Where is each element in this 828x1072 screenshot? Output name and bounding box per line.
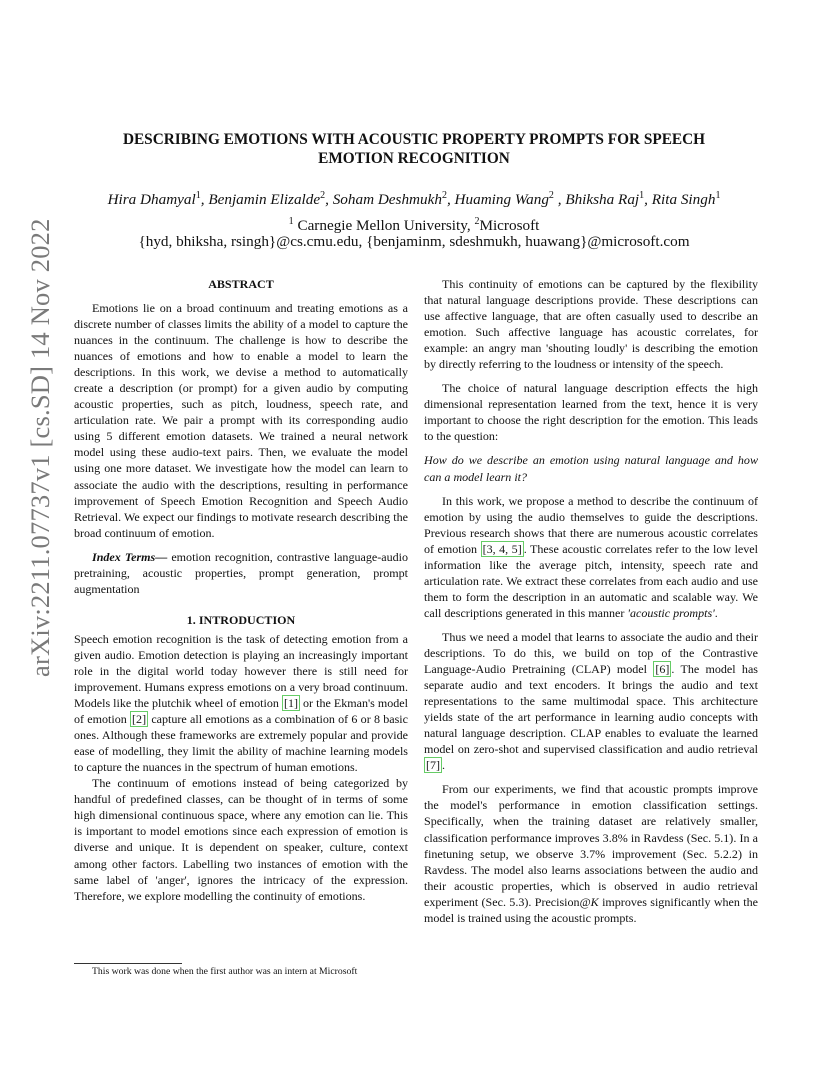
intro-paragraph: The choice of natural language description effects the high dimensional representation learned from the text, hence it is very important to choose the right description for the emotion. This leads to the question:: [424, 381, 758, 444]
index-terms-label: Index Terms—: [92, 549, 168, 564]
author-list: Hira Dhamyal$^1$, Benjamin Elizalde$^2$, Soham Deshmukh$^2$, Huaming Wang$^2$ , Bhiksha Raj$^1$, Rita Singh$^1$: [107, 190, 721, 209]
affiliations: $^1$ Carnegie Mellon University, $^2$Microsoft: [288, 216, 540, 235]
footnote-rule: [74, 963, 182, 964]
right-column: [424, 276, 758, 926]
author-affiliation-mark: 1: [715, 190, 721, 201]
paragraph-text: .: [714, 605, 718, 620]
affiliation-mark: 2: [474, 216, 480, 227]
intro-paragraph: [424, 493, 758, 621]
intro-paragraph: This continuity of emotions can be captured by the flexibility that natural language descriptions provide. These descriptions can use affective language, that are often casually used to describe an emotion. Such affective language has acoustic correlates, for example: an angry man 'shouting loudly' is describing the emotion by directly referring to the loudness or intensity of the speech.: [424, 277, 758, 372]
author-affiliation-mark: 2: [320, 190, 326, 201]
index-terms: [74, 549, 408, 597]
author-affiliation-mark: 2: [548, 190, 554, 201]
arxiv-identifier-stamp: arXiv:2211.07737v1 [cs.SD] 14 Nov 2022: [25, 218, 55, 677]
intro-paragraph: [424, 629, 758, 773]
affiliation-mark: 1: [288, 216, 294, 227]
citation-link[interactable]: [7]: [426, 758, 441, 773]
paragraph-text: or the Ekman's model of emotion: [74, 696, 408, 727]
author-affiliation-mark: 1: [195, 190, 201, 201]
author-affiliation-mark: 1: [639, 190, 645, 201]
citation-link[interactable]: [3, 4, 5]: [482, 541, 522, 556]
author-name: Soham Deshmukh: [332, 191, 442, 209]
paragraph-text: capture all emotions as a combination of 6 or 8 basic ones. Although these frameworks are extremely popular and provide ease of modelling, they limit the ability of machine learning models to capture the nuances in the spectrum of human emotions.: [74, 712, 408, 775]
research-question: How do we describe an emotion using natural language and how can a model learn it?: [424, 453, 758, 484]
index-terms-text: emotion recognition, contrastive language-audio pretraining, acoustic properties, prompt generation, prompt augmentation: [74, 549, 408, 596]
author-emails: {hyd, bhiksha, rsingh}@cs.cmu.edu, {benjaminm, sdeshmukh, huawang}@microsoft.com: [138, 233, 690, 250]
intro-paragraph: [74, 631, 408, 775]
intro-paragraph: [424, 781, 758, 925]
intro-paragraph: The continuum of emotions instead of being categorized by handful of predefined classes, can be thought of in terms of some high dimensional continuous space, where any emotion can lie. This is important to model emotions since each expression of emotion is diverse and unique. It is dependent on speaker, culture, context among other factors. Labelling two instances of emotion with the same label of 'anger', ignores the intricacy of the expression. Therefore, we explore modelling the continuity of emotions.: [74, 776, 408, 903]
section-heading-introduction: 1. INTRODUCTION: [186, 612, 296, 627]
affiliation-name: Carnegie Mellon University: [297, 217, 467, 235]
affiliation-name: Microsoft: [479, 217, 540, 235]
author-name: Benjamin Elizalde: [208, 191, 321, 209]
abstract-heading: ABSTRACT: [208, 277, 274, 291]
paragraph-text: . The model has separate audio and text encoders. It brings the audio and text representations to the same multimodal space. This architecture yields state of the art performance in learning audio concepts with natural language description. CLAP enables to evaluate the learned model on zero-shot and supervised classification and audio retrieval: [424, 662, 758, 757]
paragraph-text: Thus we need a model that learns to associate the audio and their descriptions. To do this, we build on top of the Contrastive Language-Audio Pretraining (CLAP) model: [424, 629, 758, 677]
left-column: [74, 276, 408, 904]
paragraph-text: In this work, we propose a method to describe the continuum of emotion by using the audio themselves to guide the descriptions. Previous research shows that there are numerous acoustic correlates of emotion: [424, 493, 758, 556]
paragraph-text: 'acoustic prompts': [627, 605, 715, 620]
paragraph-text: .: [442, 758, 446, 773]
abstract-text: Emotions lie on a broad continuum and treating emotions as a discrete number of classes limits the ability of a model to capture the nuances in the continuum. The challenge is how to describe the nuances of emotions and how to enable a model to learn the descriptions. In this work, we devise a method to automatically create a description (or prompt) for a given audio by computing acoustic properties, such as pitch, loudness, speech rate, and articulation rate. We pair a prompt with its corresponding audio using 5 different emotion datasets. We trained a neural network model using these audio-text pairs. Then, we evaluate the model using one more dataset. We investigate how the model can learn to associate the audio with the descriptions, resulting in performance improvement of Speech Emotion Recognition and Speech Audio Retrieval. We expect our findings to motivate research describing the broad continuum of emotion.: [74, 301, 408, 540]
author-affiliation-mark: 2: [441, 190, 447, 201]
author-name: Bhiksha Raj: [565, 191, 640, 209]
author-name: Hira Dhamyal: [107, 191, 196, 209]
citation-link[interactable]: [2]: [132, 712, 147, 727]
citation-link[interactable]: [6]: [655, 662, 670, 677]
paragraph-text: improves significantly when the model is trained using the acoustic prompts.: [424, 894, 758, 925]
author-name: Rita Singh: [651, 191, 716, 209]
author-name: Huaming Wang: [454, 191, 549, 209]
paragraph-text: . These acoustic correlates refer to the low level information like the average pitch, intensity, speech rate and articulation rate. We extract these correlates from each audio and use them to form the description in an automatic and scalable way. We call descriptions generated in this manner: [424, 541, 758, 620]
paragraph-text: Speech emotion recognition is the task of detecting emotion from a given audio. Emotion detection is playing an increasingly important role in the digital world today however there is still need for improvement. Humans express emotions on a very broad continuum. Models like the plutchik wheel of emotion: [74, 631, 408, 711]
footnote: This work was done when the first author was an intern at Microsoft: [92, 966, 358, 977]
paragraph-text: From our experiments, we find that acoustic prompts improve the model's performance in emotion classification settings. Specifically, when the training dataset are relatively smaller, classification performance improves 3.8% in Ravdess (Sec. 5.1). In a finetuning setup, we observe 3.7% improvement (Sec. 5.2.2) in Ravdess. The model also learns associations between the audio and their acoustic properties, which is observed in audio retrieval experiment (Sec. 5.3). Precision@: [424, 782, 758, 909]
citation-link[interactable]: [1]: [283, 696, 298, 711]
paragraph-text: K: [590, 894, 599, 909]
paper-title: DESCRIBING EMOTIONS WITH ACOUSTIC PROPERTY PROMPTS FOR SPEECH EMOTION RECOGNITION: [122, 131, 706, 167]
